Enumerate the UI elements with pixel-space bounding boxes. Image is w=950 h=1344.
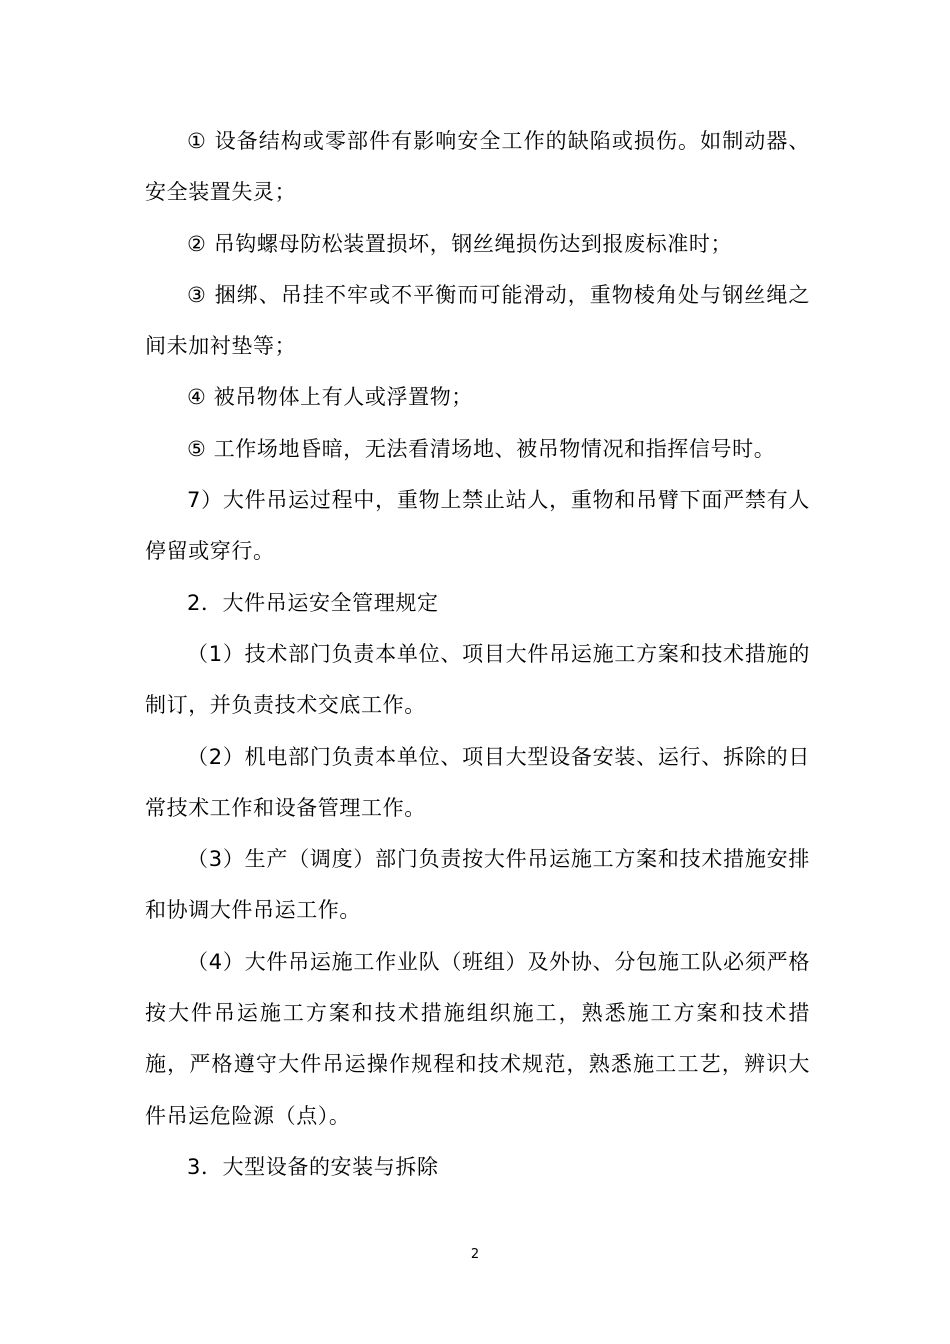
paragraph-item-3: ③ 捆绑、吊挂不牢或不平衡而可能滑动，重物棱角处与钢丝绳之间未加衬垫等； <box>145 282 810 359</box>
paragraph-clause-4: （4）大件吊运施工作业队（班组）及外协、分包施工队必须严格按大件吊运施工方案和技术措施组织施工，熟悉施工方案和技术措施，严格遵守大件吊运操作规程和技术规范，熟悉施工工艺，辨识大件吊运危险源（点）。 <box>145 949 810 1128</box>
paragraph-rule-7: 7）大件吊运过程中，重物上禁止站人，重物和吊臂下面严禁有人停留或穿行。 <box>145 488 810 564</box>
paragraph-item-5: ⑤ 工作场地昏暗，无法看清场地、被吊物情况和指挥信号时。 <box>187 436 776 461</box>
section-heading-2: 2．大件吊运安全管理规定 <box>187 590 439 615</box>
paragraph-item-2: ② 吊钩螺母防松装置损坏，钢丝绳损伤达到报废标准时； <box>187 231 733 256</box>
paragraph-clause-1: （1）技术部门负责本单位、项目大件吊运施工方案和技术措施的制订，并负责技术交底工作。 <box>145 641 810 718</box>
paragraph-clause-3: （3）生产（调度）部门负责按大件吊运施工方案和技术措施安排和协调大件吊运工作。 <box>145 847 810 923</box>
section-heading-3: 3．大型设备的安装与拆除 <box>187 1154 439 1179</box>
paragraph-clause-2: （2）机电部门负责本单位、项目大型设备安装、运行、拆除的日常技术工作和设备管理工作。 <box>145 744 810 820</box>
paragraph-item-1: ① 设备结构或零部件有影响安全工作的缺陷或损伤。如制动器、安全装置失灵； <box>145 129 810 205</box>
page-number: 2 <box>470 1247 480 1262</box>
document-body <box>145 116 810 1193</box>
paragraph-item-4: ④ 被吊物体上有人或浮置物； <box>187 385 473 410</box>
